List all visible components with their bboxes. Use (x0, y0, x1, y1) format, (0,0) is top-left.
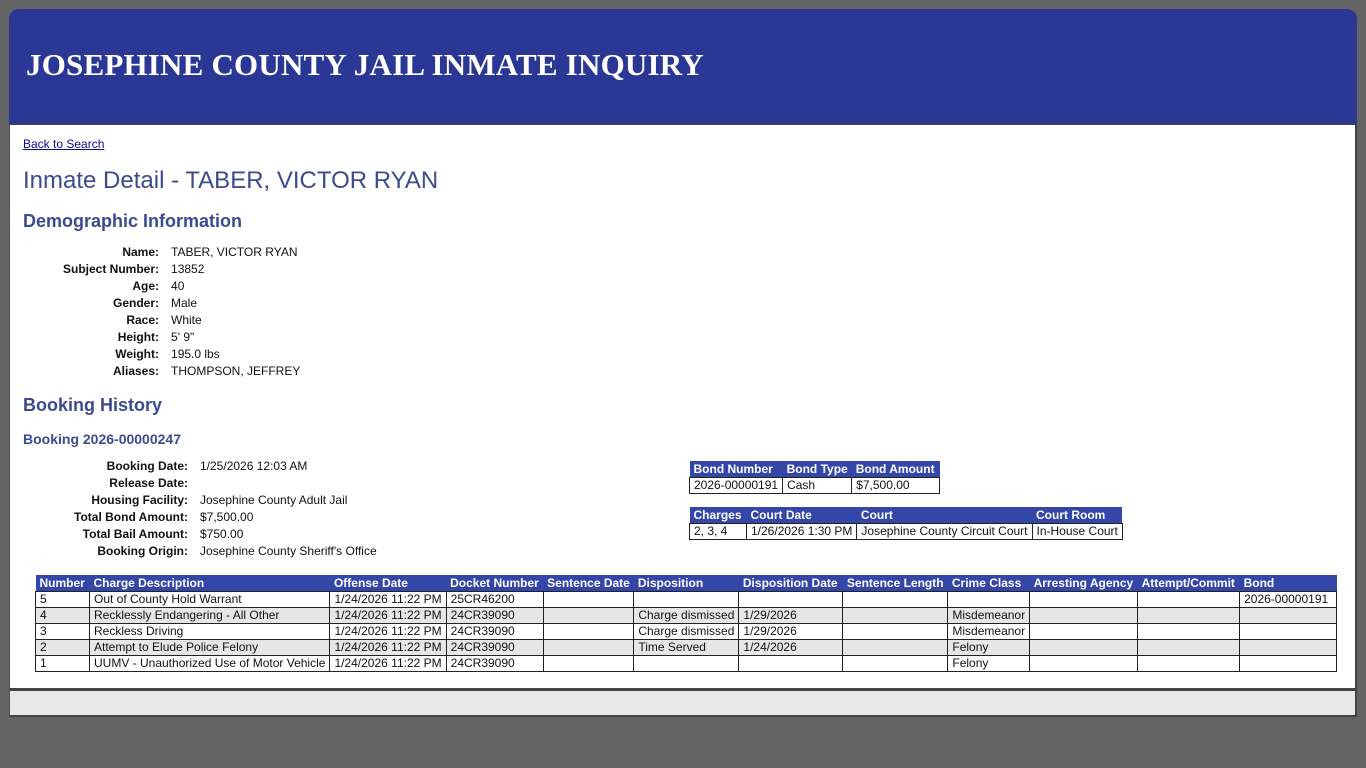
charges-col-attempt-commit: Attempt/Commit (1138, 575, 1240, 592)
field-label: Gender: (113, 296, 160, 310)
charge-attempt-commit (1138, 624, 1240, 640)
charges-col-sentence-length: Sentence Length (843, 575, 948, 592)
demographic-row-name (63, 244, 300, 261)
charge-attempt-commit (1138, 640, 1240, 656)
field-value: Josephine County Sheriff's Office (200, 544, 377, 558)
page-frame (9, 9, 1357, 717)
charge-docket: 25CR46200 (446, 592, 543, 608)
booking-row-total-bond (72, 509, 377, 526)
charges-col-docket: Docket Number (446, 575, 543, 592)
charge-arresting-agency (1030, 608, 1138, 624)
charge-row (36, 608, 1337, 624)
charge-attempt-commit (1138, 656, 1240, 672)
demographic-row-subject-number (63, 261, 300, 278)
charge-bond (1240, 608, 1337, 624)
charge-description: Reckless Driving (90, 624, 330, 640)
bond-amount: $7,500.00 (852, 478, 940, 494)
field-label: Total Bail Amount: (82, 527, 188, 541)
court-name: Josephine County Circuit Court (857, 524, 1032, 540)
charge-sentence-date (543, 624, 634, 640)
bond-type: Cash (783, 478, 852, 494)
bond-header-row (690, 461, 940, 478)
charge-arresting-agency (1030, 640, 1138, 656)
back-to-search-link[interactable]: Back to Search (23, 137, 105, 151)
charge-number: 5 (36, 592, 90, 608)
demographic-row-race (63, 312, 300, 329)
field-value: 1/25/2026 12:03 AM (200, 459, 308, 473)
court-charges: 2, 3, 4 (690, 524, 747, 540)
court-col-date: Court Date (747, 507, 857, 524)
charge-description: Attempt to Elude Police Felony (90, 640, 330, 656)
field-value: Male (171, 296, 198, 310)
charge-docket: 24CR39090 (446, 608, 543, 624)
charge-disposition: Time Served (634, 640, 739, 656)
charge-arresting-agency (1030, 624, 1138, 640)
field-label: Booking Origin: (97, 544, 188, 558)
booking-details-table (72, 458, 377, 560)
page-title: Inmate Detail - TABER, VICTOR RYAN (23, 167, 439, 194)
charge-disposition-date (739, 592, 843, 608)
charge-bond: 2026-00000191 (1240, 592, 1337, 608)
field-value: 195.0 lbs (171, 347, 220, 361)
charge-row (36, 640, 1337, 656)
field-value (200, 475, 377, 492)
bond-col-number: Bond Number (690, 461, 783, 478)
charge-crime-class: Felony (948, 640, 1030, 656)
bond-col-amount: Bond Amount (852, 461, 940, 478)
charge-crime-class (948, 592, 1030, 608)
charge-arresting-agency (1030, 656, 1138, 672)
charge-docket: 24CR39090 (446, 624, 543, 640)
charge-disposition-date: 1/29/2026 (739, 608, 843, 624)
field-label: Release Date: (109, 476, 188, 490)
charges-col-offense-date: Offense Date (330, 575, 446, 592)
booking-row-release-date (72, 475, 377, 492)
field-value: 40 (171, 279, 185, 293)
charge-attempt-commit (1138, 608, 1240, 624)
demographic-row-age (63, 278, 300, 295)
charge-disposition (634, 592, 739, 608)
site-banner (9, 9, 1357, 125)
charges-col-description: Charge Description (90, 575, 330, 592)
charge-sentence-date (543, 592, 634, 608)
booking-row-total-bail (72, 526, 377, 543)
charge-row (36, 656, 1337, 672)
charge-row (36, 592, 1337, 608)
charge-disposition (634, 656, 739, 672)
charge-crime-class: Misdemeanor (948, 608, 1030, 624)
charges-col-sentence-date: Sentence Date (543, 575, 634, 592)
charge-arresting-agency (1030, 592, 1138, 608)
charge-disposition: Charge dismissed (634, 608, 739, 624)
field-value: TABER, VICTOR RYAN (171, 245, 298, 259)
court-col-court: Court (857, 507, 1032, 524)
court-date: 1/26/2026 1:30 PM (747, 524, 857, 540)
charge-number: 3 (36, 624, 90, 640)
field-value: $750.00 (200, 527, 244, 541)
charge-number: 2 (36, 640, 90, 656)
field-label: Aliases: (112, 364, 160, 378)
field-label: Race: (126, 313, 160, 327)
charge-number: 1 (36, 656, 90, 672)
field-label: Subject Number: (63, 262, 160, 276)
charge-bond (1240, 640, 1337, 656)
charge-description: UUMV - Unauthorized Use of Motor Vehicle (90, 656, 330, 672)
main-content (9, 125, 1357, 688)
charge-crime-class: Felony (948, 656, 1030, 672)
charges-col-bond: Bond (1240, 575, 1337, 592)
court-table (689, 507, 1123, 540)
charge-disposition-date: 1/29/2026 (739, 624, 843, 640)
charge-offense-date: 1/24/2026 11:22 PM (330, 624, 446, 640)
charge-offense-date: 1/24/2026 11:22 PM (330, 640, 446, 656)
charge-docket: 24CR39090 (446, 640, 543, 656)
charge-crime-class: Misdemeanor (948, 624, 1030, 640)
field-value: Josephine County Adult Jail (200, 493, 348, 507)
charge-disposition-date (739, 656, 843, 672)
booking-row-origin (72, 543, 377, 560)
field-label: Booking Date: (106, 459, 188, 473)
court-header-row (690, 507, 1123, 524)
charge-sentence-length (843, 624, 948, 640)
charge-offense-date: 1/24/2026 11:22 PM (330, 592, 446, 608)
demographic-row-weight (63, 346, 300, 363)
charge-offense-date: 1/24/2026 11:22 PM (330, 656, 446, 672)
field-label: Age: (132, 279, 160, 293)
charge-offense-date: 1/24/2026 11:22 PM (330, 608, 446, 624)
court-room: In-House Court (1032, 524, 1122, 540)
field-label: Total Bond Amount: (74, 510, 188, 524)
booking-row-housing (72, 492, 377, 509)
charge-sentence-length (843, 592, 948, 608)
charge-sentence-date (543, 608, 634, 624)
charge-description: Out of County Hold Warrant (90, 592, 330, 608)
charge-disposition-date: 1/24/2026 (739, 640, 843, 656)
charges-col-crime-class: Crime Class (948, 575, 1030, 592)
demographic-row-gender (63, 295, 300, 312)
charge-number: 4 (36, 608, 90, 624)
field-label: Weight: (115, 347, 160, 361)
charge-sentence-length (843, 640, 948, 656)
demographic-row-aliases (63, 363, 300, 380)
charges-table (35, 575, 1337, 672)
booking-title: Booking 2026-00000247 (23, 431, 181, 447)
field-label: Housing Facility: (91, 493, 188, 507)
charges-col-disposition: Disposition (634, 575, 739, 592)
court-row (690, 524, 1123, 540)
charge-sentence-length (843, 608, 948, 624)
booking-history-heading: Booking History (23, 395, 163, 415)
charge-attempt-commit (1138, 592, 1240, 608)
charge-sentence-length (843, 656, 948, 672)
charges-header-row (36, 575, 1337, 592)
field-label: Name: (122, 245, 160, 259)
bond-col-type: Bond Type (783, 461, 852, 478)
field-value: 13852 (171, 262, 205, 276)
demographic-table (63, 244, 300, 380)
field-value: THOMPSON, JEFFREY (171, 364, 301, 378)
demographic-row-height (63, 329, 300, 346)
charge-sentence-date (543, 656, 634, 672)
charges-col-arresting-agency: Arresting Agency (1030, 575, 1138, 592)
field-value: White (171, 313, 202, 327)
charges-col-disposition-date: Disposition Date (739, 575, 843, 592)
site-title: JOSEPHINE COUNTY JAIL INMATE INQUIRY (26, 47, 704, 82)
court-col-room: Court Room (1032, 507, 1122, 524)
field-label: Height: (117, 330, 160, 344)
charge-bond (1240, 624, 1337, 640)
booking-row-date (72, 458, 377, 475)
charges-col-number: Number (36, 575, 90, 592)
bond-number: 2026-00000191 (690, 478, 783, 494)
bond-row (690, 478, 940, 494)
court-col-charges: Charges (690, 507, 747, 524)
demographic-heading: Demographic Information (23, 211, 243, 231)
bond-table (689, 461, 940, 494)
field-value: $7,500.00 (200, 510, 254, 524)
charge-description: Recklessly Endangering - All Other (90, 608, 330, 624)
page-footer (9, 688, 1357, 717)
field-value: 5' 9" (171, 330, 195, 344)
charge-disposition: Charge dismissed (634, 624, 739, 640)
charge-bond (1240, 656, 1337, 672)
charge-docket: 24CR39090 (446, 656, 543, 672)
charge-row (36, 624, 1337, 640)
charge-sentence-date (543, 640, 634, 656)
